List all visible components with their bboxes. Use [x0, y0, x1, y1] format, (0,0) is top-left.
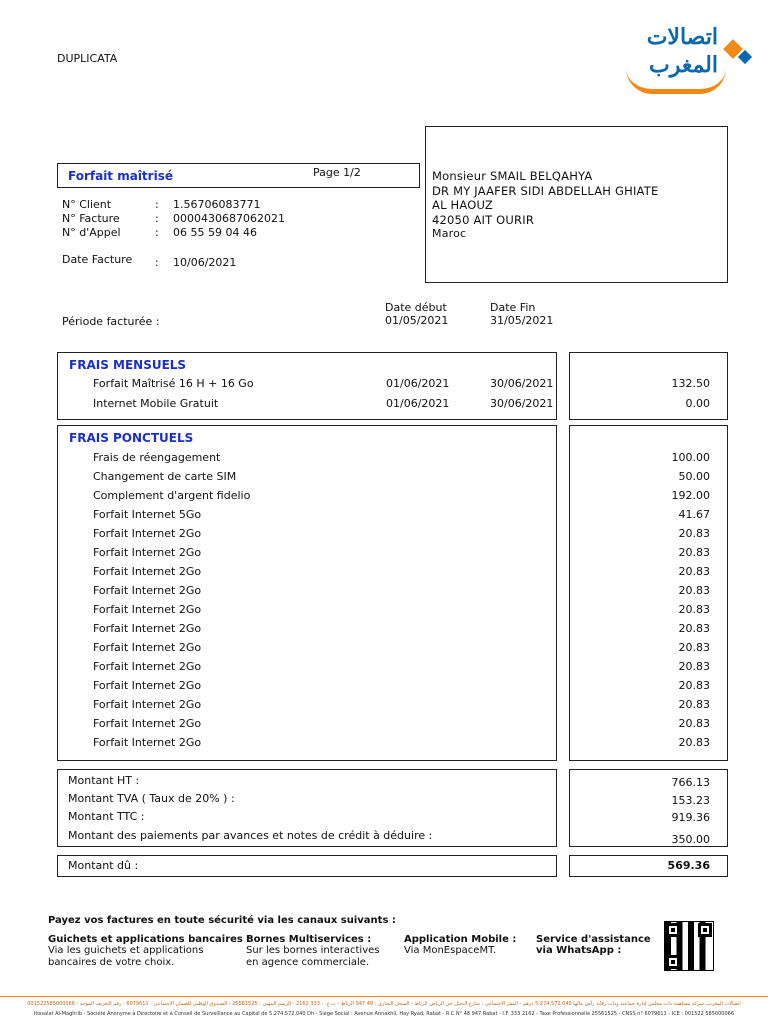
channel-whatsapp — [536, 934, 651, 956]
call-number-label: N° d'Appel — [62, 226, 121, 239]
one-time-line-label: Forfait Internet 2Go — [93, 660, 202, 673]
one-time-line-label: Forfait Internet 2Go — [93, 527, 202, 540]
one-time-line-amount: 100.00 — [671, 451, 710, 464]
one-time-line-amount: 20.83 — [678, 679, 710, 692]
logo-swoosh-icon — [626, 68, 726, 94]
one-time-line-label: Forfait Internet 2Go — [93, 546, 202, 559]
total-tva-amount: 153.23 — [671, 794, 710, 807]
monthly-line-label: Internet Mobile Gratuit — [93, 397, 219, 410]
total-ht-label: Montant HT : — [68, 774, 140, 787]
client-number-colon: : — [155, 198, 159, 211]
channel-banks — [48, 934, 250, 969]
address-line: 42050 AIT OURIR — [432, 213, 535, 227]
channel-title: Service d'assistance — [536, 934, 651, 945]
qr-finder-icon — [666, 955, 680, 969]
address-line: DR MY JAAFER SIDI ABDELLAH GHIATE — [432, 184, 659, 198]
period-end-header: Date Fin — [490, 301, 536, 314]
logo-diamond-small-icon — [738, 50, 752, 64]
invoice-number-colon: : — [155, 212, 159, 225]
one-time-line-label: Changement de carte SIM — [93, 470, 237, 483]
channel-text: en agence commerciale. — [246, 957, 370, 968]
monthly-line-amount: 0.00 — [685, 397, 710, 410]
qr-finder-icon — [666, 923, 680, 937]
one-time-line-label: Forfait Internet 2Go — [93, 679, 202, 692]
one-time-line-label: Forfait Internet 5Go — [93, 508, 202, 521]
period-end-value: 31/05/2021 — [490, 314, 554, 327]
one-time-line-amount: 20.83 — [678, 698, 710, 711]
monthly-line-amount: 132.50 — [671, 377, 710, 390]
one-time-line-label: Complement d'argent fidelio — [93, 489, 251, 502]
one-time-line-amount: 20.83 — [678, 527, 710, 540]
invoice-number-value: 0000430687062021 — [173, 212, 285, 225]
monthly-fees-title: FRAIS MENSUELS — [69, 358, 187, 372]
page-number: Page 1/2 — [313, 166, 361, 179]
one-time-line-amount: 20.83 — [678, 584, 710, 597]
one-time-line-amount: 20.83 — [678, 717, 710, 730]
total-ttc-label: Montant TTC : — [68, 810, 145, 823]
monthly-line-end: 30/06/2021 — [490, 397, 554, 410]
monthly-line-end: 30/06/2021 — [490, 377, 554, 390]
one-time-line-label: Forfait Internet 2Go — [93, 641, 202, 654]
channel-text: via WhatsApp : — [536, 945, 622, 956]
qr-finder-icon — [698, 923, 712, 937]
plan-title: Forfait maîtrisé — [68, 169, 173, 183]
channel-text: Via MonEspaceMT. — [404, 945, 497, 956]
one-time-fees-title: FRAIS PONCTUELS — [69, 431, 194, 445]
call-number-value: 06 55 59 04 46 — [173, 226, 257, 239]
invoice-date-value: 10/06/2021 — [173, 256, 237, 269]
legal-text-french: Itissalat Al-Maghrib - Société Anonyme à Directoire et à Conseil de Surveillance au Capital de 5.274.572.040 Dh - Siège Social : Avenue Annakhil, Hay Ryad, Rabat - R.C N° 48 947 Rabat - I.F. 333 2162 - Taxe Professionnelle 25561525 - CNSS n° 6079611 - ICE : 001522 585000066 — [33, 1011, 735, 1017]
address-line: AL HAOUZ — [432, 198, 493, 212]
period-label: Période facturée : — [62, 315, 160, 328]
one-time-line-amount: 20.83 — [678, 660, 710, 673]
channel-title: Bornes Multiservices : — [246, 934, 372, 945]
total-ttc-amount: 919.36 — [671, 811, 710, 824]
channel-title: Application Mobile : — [404, 934, 517, 945]
total-ht-amount: 766.13 — [671, 776, 710, 789]
one-time-line-label: Forfait Internet 2Go — [93, 603, 202, 616]
amount-due-value: 569.36 — [667, 859, 710, 872]
legal-text-arabic: اتصالات المغرب، شركة مساهمة ذات مجلس إدارة جماعية وذات رقابة رأس مالها 5.274.572.040 درهم - المقر الاجتماعي : شارع النخيل حي الرياض الرباط - السجل التجاري : 48 947 الرباط - ت.ج. : 333 2162 - الرسم المهني : 25561525 - الصندوق الوطني للضمان الاجتماعي : 6079611 - رقم التعريف الموحد : 001522585000066 — [27, 1001, 741, 1007]
one-time-line-amount: 20.83 — [678, 546, 710, 559]
invoice-date-colon: : — [155, 256, 159, 269]
one-time-line-amount: 20.83 — [678, 603, 710, 616]
duplicate-label: DUPLICATA — [57, 52, 118, 65]
logo-text-line2: المغرب — [649, 52, 718, 78]
channel-text: Sur les bornes interactives — [246, 945, 380, 956]
call-number-colon: : — [155, 226, 159, 239]
monthly-line-start: 01/06/2021 — [386, 377, 450, 390]
one-time-line-label: Forfait Internet 2Go — [93, 736, 202, 749]
channel-text: bancaires de votre choix. — [48, 957, 175, 968]
one-time-line-label: Forfait Internet 2Go — [93, 717, 202, 730]
legal-divider — [0, 996, 768, 997]
client-number-value: 1.56706083771 — [173, 198, 261, 211]
one-time-line-amount: 50.00 — [678, 470, 710, 483]
address-line: Maroc — [432, 227, 467, 240]
address-line: Monsieur SMAIL BELQAHYA — [432, 169, 593, 183]
one-time-line-label: Forfait Internet 2Go — [93, 584, 202, 597]
period-start-value: 01/05/2021 — [385, 314, 449, 327]
one-time-line-amount: 192.00 — [671, 489, 710, 502]
channel-text: Via les guichets et applications — [48, 945, 204, 956]
one-time-line-amount: 20.83 — [678, 641, 710, 654]
client-number-label: N° Client — [62, 198, 112, 211]
one-time-line-label: Forfait Internet 2Go — [93, 565, 202, 578]
logo-text-line1: اتصالات — [646, 24, 718, 50]
amount-due-label: Montant dû : — [68, 859, 139, 872]
one-time-line-label: Forfait Internet 2Go — [93, 698, 202, 711]
one-time-line-amount: 41.67 — [678, 508, 710, 521]
period-start-header: Date début — [385, 301, 447, 314]
invoice-date-label: Date Facture — [62, 253, 133, 266]
channel-kiosks — [246, 934, 379, 969]
deductions-label: Montant des paiements par avances et notes de crédit à déduire : — [68, 829, 433, 842]
channel-title: Guichets et applications bancaires : — [48, 934, 251, 945]
iam-logo — [612, 24, 754, 90]
deductions-amount: 350.00 — [671, 833, 710, 846]
one-time-line-label: Frais de réengagement — [93, 451, 221, 464]
one-time-line-amount: 20.83 — [678, 622, 710, 635]
invoice-number-label: N° Facture — [62, 212, 120, 225]
one-time-line-amount: 20.83 — [678, 565, 710, 578]
one-time-line-amount: 20.83 — [678, 736, 710, 749]
payment-channels-title: Payez vos factures en toute sécurité via les canaux suivants : — [48, 915, 396, 926]
channel-mobile-app — [404, 934, 516, 957]
total-tva-label: Montant TVA ( Taux de 20% ) : — [68, 792, 235, 805]
one-time-line-label: Forfait Internet 2Go — [93, 622, 202, 635]
monthly-line-start: 01/06/2021 — [386, 397, 450, 410]
whatsapp-qr-code-icon[interactable] — [664, 921, 714, 971]
monthly-line-label: Forfait Maîtrisé 16 H + 16 Go — [93, 377, 254, 390]
